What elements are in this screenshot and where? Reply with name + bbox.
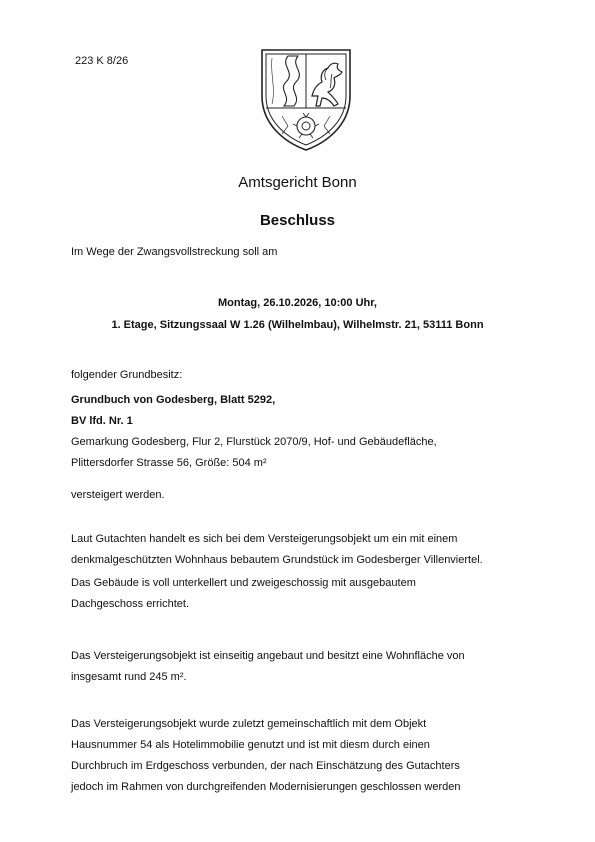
- grundbuch-line: Grundbuch von Godesberg, Blatt 5292,: [71, 394, 276, 406]
- aktenzeichen: 223 K 8/26: [75, 55, 129, 67]
- adresse-line: Plittersdorfer Strasse 56, Größe: 504 m²: [71, 457, 267, 469]
- text-line: Hausnummer 54 als Hotelimmobilie genutzt und ist mit diesm durch einen: [71, 739, 430, 751]
- gutachten-paragraph-4: [71, 714, 541, 798]
- text-line: Das Versteigerungsobjekt wurde zuletzt gemeinschaftlich mit dem Objekt: [71, 718, 427, 730]
- grundbesitz-block: [71, 390, 541, 474]
- gutachten-paragraph-2: [71, 573, 541, 615]
- grundbesitz-label: folgender Grundbesitz:: [71, 369, 183, 381]
- text-line: insgesamt rund 245 m².: [71, 671, 187, 683]
- gutachten-paragraph-1: [71, 529, 541, 571]
- text-line: jedoch im Rahmen von durchgreifenden Modernisierungen geschlossen werden: [71, 781, 461, 793]
- court-name: Amtsgericht Bonn: [238, 174, 357, 191]
- text-line: Dachgeschoss errichtet.: [71, 598, 189, 610]
- gemarkung-line: Gemarkung Godesberg, Flur 2, Flurstück 2070/9, Hof- und Gebäudefläche,: [71, 436, 437, 448]
- text-line: denkmalgeschützten Wohnhaus bebautem Grundstück im Godesberger Villenviertel.: [71, 554, 483, 566]
- document-type: Beschluss: [259, 212, 336, 229]
- gutachten-paragraph-3: [71, 646, 541, 688]
- text-line: Das Gebäude is voll unterkellert und zweigeschossig mit ausgebautem: [71, 577, 416, 589]
- intro-text: Im Wege der Zwangsvollstreckung soll am: [71, 246, 278, 258]
- termin-location: 1. Etage, Sitzungssaal W 1.26 (Wilhelmbau), Wilhelmstr. 21, 53111 Bonn: [111, 319, 484, 331]
- termin-block: [0, 292, 595, 336]
- nrw-coat-of-arms-icon: [258, 44, 354, 152]
- text-line: Das Versteigerungsobjekt ist einseitig angebaut und besitzt eine Wohnfläche von: [71, 650, 465, 662]
- termin-date: Montag, 26.10.2026, 10:00 Uhr,: [218, 297, 377, 309]
- bv-line: BV lfd. Nr. 1: [71, 415, 133, 427]
- versteigert-text: versteigert werden.: [71, 489, 165, 501]
- text-line: Laut Gutachten handelt es sich bei dem Versteigerungsobjekt um ein mit einem: [71, 533, 458, 545]
- text-line: Durchbruch im Erdgeschoss verbunden, der nach Einschätzung des Gutachters: [71, 760, 460, 772]
